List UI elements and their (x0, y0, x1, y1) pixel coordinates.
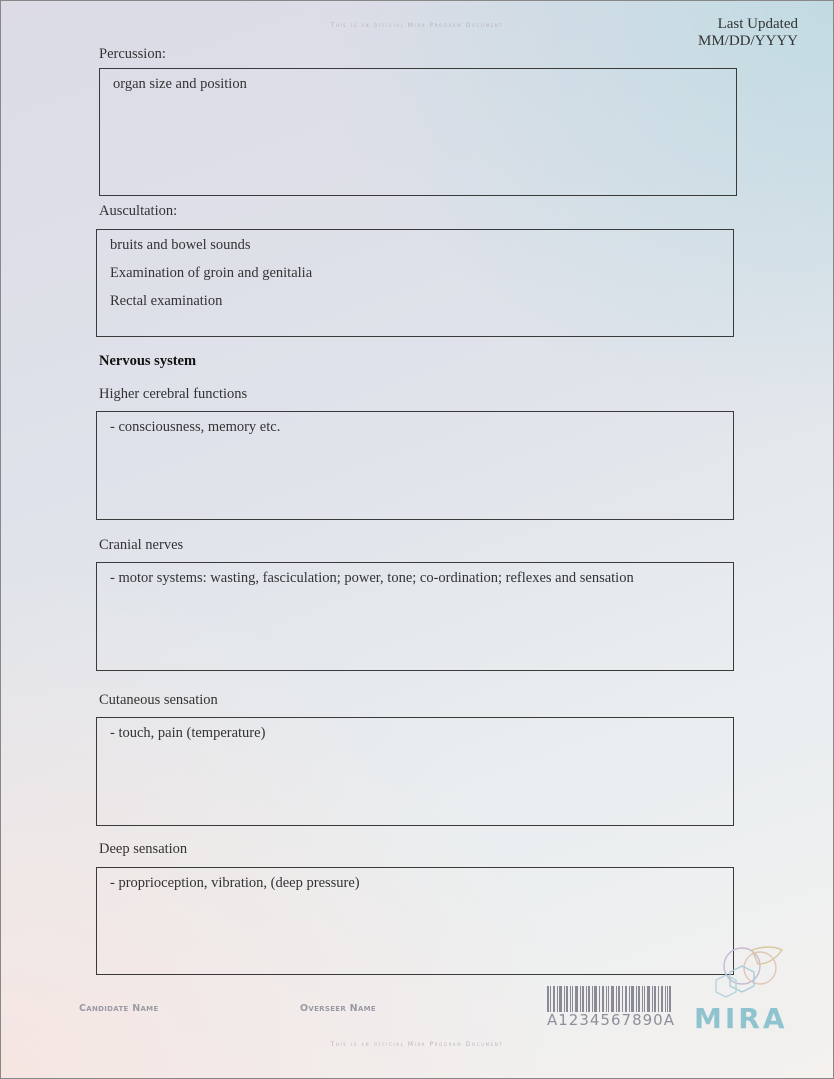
percussion-label: Percussion: (99, 46, 166, 62)
cutaneous-label: Cutaneous sensation (99, 692, 218, 708)
candidate-name-label: Candidate Name (79, 1003, 159, 1014)
overseer-name-label: Overseer Name (300, 1003, 376, 1014)
cutaneous-field[interactable] (96, 717, 734, 826)
cranial-nerves-label: Cranial nerves (99, 537, 184, 553)
mira-logo-text: MIRA (694, 1002, 788, 1035)
auscultation-field[interactable] (96, 229, 734, 337)
percussion-line: organ size and position (113, 76, 247, 92)
cutaneous-line: - touch, pain (temperature) (110, 725, 266, 741)
deep-sensation-line: - proprioception, vibration, (deep pressure) (110, 875, 360, 891)
deep-sensation-label: Deep sensation (99, 841, 188, 857)
auscultation-label: Auscultation: (99, 203, 178, 219)
nervous-system-heading: Nervous system (99, 353, 197, 369)
deep-sensation-field[interactable] (96, 867, 734, 975)
percussion-field[interactable] (99, 68, 737, 196)
last-updated (698, 16, 798, 50)
cranial-nerves-field[interactable] (96, 562, 734, 671)
auscultation-line: Rectal examination (110, 293, 223, 309)
watermark-top: This is an official Mira Program Document (330, 22, 504, 29)
auscultation-line: Examination of groin and genitalia (110, 265, 313, 281)
mira-logo-icon (712, 942, 788, 1002)
barcode (547, 986, 671, 1012)
last-updated-value: MM/DD/YYYY (697, 33, 798, 49)
barcode-number: A1234567890A (547, 1011, 675, 1029)
higher-cerebral-field[interactable] (96, 411, 734, 520)
higher-cerebral-line: - consciousness, memory etc. (110, 419, 281, 435)
cranial-nerves-line: - motor systems: wasting, fasciculation; power, tone; co-ordination; reflexes and sensation (110, 570, 634, 586)
watermark-bottom: This is an official Mira Program Document (330, 1041, 504, 1048)
last-updated-label: Last Updated (717, 16, 798, 32)
auscultation-line: bruits and bowel sounds (110, 237, 251, 253)
higher-cerebral-label: Higher cerebral functions (99, 386, 248, 402)
